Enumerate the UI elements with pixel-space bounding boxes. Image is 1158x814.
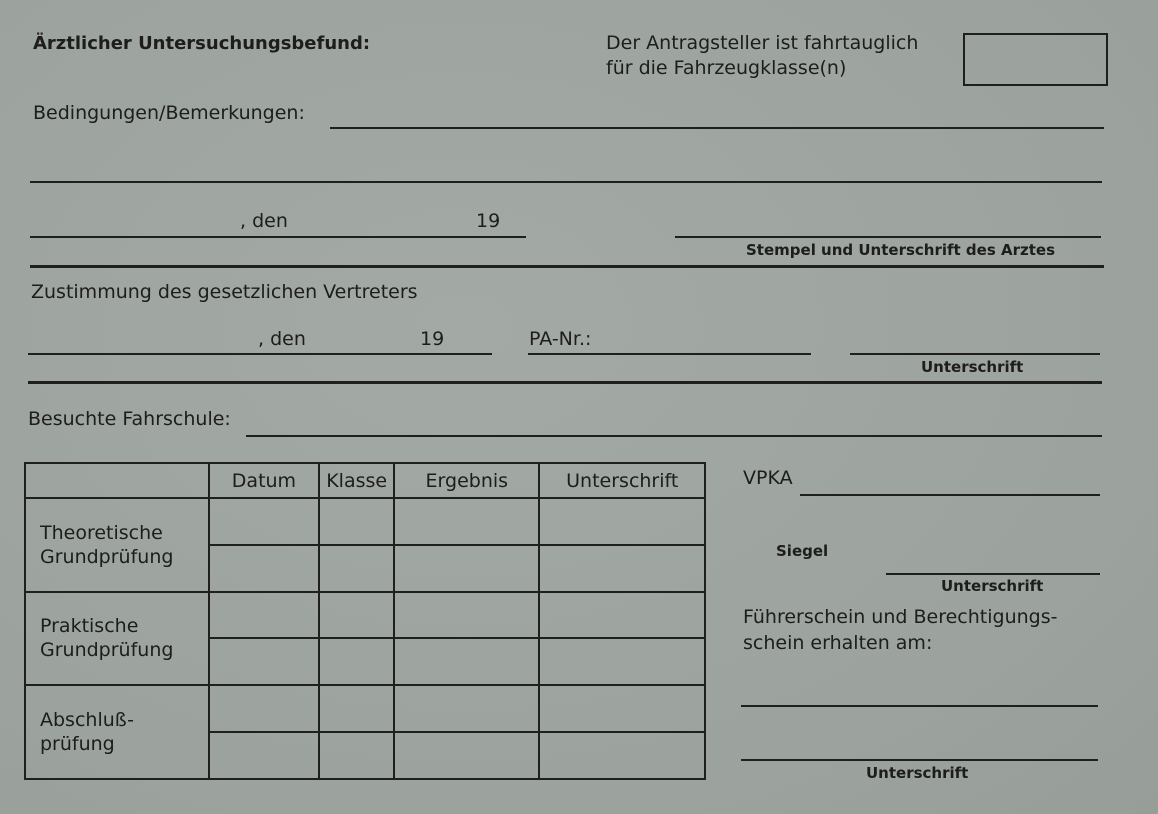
- license-text-line1: Führerschein und Berechtigungs-: [743, 606, 1058, 628]
- form-title: Ärztlicher Untersuchungsbefund:: [33, 33, 371, 54]
- table-cell[interactable]: [319, 685, 394, 732]
- table-cell[interactable]: [209, 638, 320, 685]
- license-text-line2: schein erhalten am:: [743, 632, 933, 654]
- school-line[interactable]: [246, 435, 1102, 437]
- pa-number-label: PA-Nr.:: [529, 328, 592, 350]
- table-cell[interactable]: [539, 638, 705, 685]
- table-cell[interactable]: [209, 592, 320, 639]
- table-cell[interactable]: [394, 498, 539, 545]
- vpka-signature-line[interactable]: [886, 573, 1100, 575]
- conditions-line-2[interactable]: [30, 181, 1102, 183]
- table-cell[interactable]: [209, 498, 320, 545]
- row-label-line1: Praktische: [40, 615, 139, 638]
- table-cell[interactable]: [539, 498, 705, 545]
- table-cell[interactable]: [539, 732, 705, 779]
- row-label-line1: Theoretische: [40, 521, 163, 544]
- table-row: [25, 498, 705, 545]
- row-label-final: [25, 685, 209, 779]
- license-date-line[interactable]: [741, 705, 1098, 707]
- table-cell[interactable]: [319, 638, 394, 685]
- table-cell[interactable]: [319, 592, 394, 639]
- consent-year-label: 19: [420, 328, 445, 350]
- table-cell[interactable]: [319, 545, 394, 592]
- doctor-signature-caption: Stempel und Unterschrift des Arztes: [746, 241, 1055, 259]
- table-cell[interactable]: [394, 545, 539, 592]
- doctor-date-line[interactable]: [30, 236, 526, 238]
- column-header-unterschrift: Unterschrift: [539, 463, 705, 498]
- table-corner-cell: [25, 463, 209, 498]
- doctor-den-label: , den: [240, 210, 288, 232]
- school-label: Besuchte Fahrschule:: [28, 408, 231, 430]
- table-row: [25, 685, 705, 732]
- vpka-signature-caption: Unterschrift: [941, 577, 1044, 595]
- table-cell[interactable]: [319, 498, 394, 545]
- column-header-ergebnis: Ergebnis: [394, 463, 539, 498]
- consent-label: Zustimmung des gesetzlichen Vertreters: [31, 281, 418, 303]
- table-cell[interactable]: [394, 592, 539, 639]
- consent-den-label: , den: [258, 328, 306, 350]
- table-cell[interactable]: [394, 685, 539, 732]
- section-divider-2: [28, 381, 1102, 384]
- fitness-text-line2: für die Fahrzeugklasse(n): [606, 57, 847, 79]
- table-cell[interactable]: [394, 732, 539, 779]
- exam-table: [24, 462, 706, 780]
- license-signature-line[interactable]: [741, 759, 1098, 761]
- table-row: [25, 592, 705, 639]
- pa-number-line[interactable]: [528, 353, 811, 355]
- doctor-signature-line[interactable]: [675, 236, 1101, 238]
- table-cell[interactable]: [319, 732, 394, 779]
- consent-signature-caption: Unterschrift: [921, 358, 1024, 376]
- fitness-text-line1: Der Antragsteller ist fahrtauglich: [606, 32, 919, 54]
- table-cell[interactable]: [394, 638, 539, 685]
- table-header-row: [25, 463, 705, 498]
- row-label-line2: prüfung: [40, 733, 115, 756]
- vpka-label: VPKA: [743, 467, 793, 489]
- table-cell[interactable]: [539, 685, 705, 732]
- table-cell[interactable]: [209, 545, 320, 592]
- siegel-label: Siegel: [776, 542, 829, 560]
- row-label-theoretical: [25, 498, 209, 592]
- consent-signature-line[interactable]: [850, 353, 1100, 355]
- table-cell[interactable]: [539, 545, 705, 592]
- row-label-line2: Grundprüfung: [40, 639, 174, 662]
- doctor-year-label: 19: [476, 210, 501, 232]
- license-signature-caption: Unterschrift: [866, 764, 969, 782]
- table-cell[interactable]: [209, 685, 320, 732]
- vpka-line[interactable]: [800, 494, 1100, 496]
- column-header-klasse: Klasse: [319, 463, 394, 498]
- row-label-line1: Abschluß-: [40, 709, 134, 732]
- vehicle-class-box[interactable]: [963, 33, 1108, 86]
- table-cell[interactable]: [539, 592, 705, 639]
- column-header-datum: Datum: [209, 463, 320, 498]
- conditions-label: Bedingungen/Bemerkungen:: [33, 102, 305, 124]
- row-label-practical: [25, 592, 209, 686]
- conditions-line-1[interactable]: [330, 127, 1104, 129]
- consent-date-line[interactable]: [28, 353, 492, 355]
- row-label-line2: Grundprüfung: [40, 545, 174, 568]
- section-divider-1: [30, 265, 1104, 268]
- table-cell[interactable]: [209, 732, 320, 779]
